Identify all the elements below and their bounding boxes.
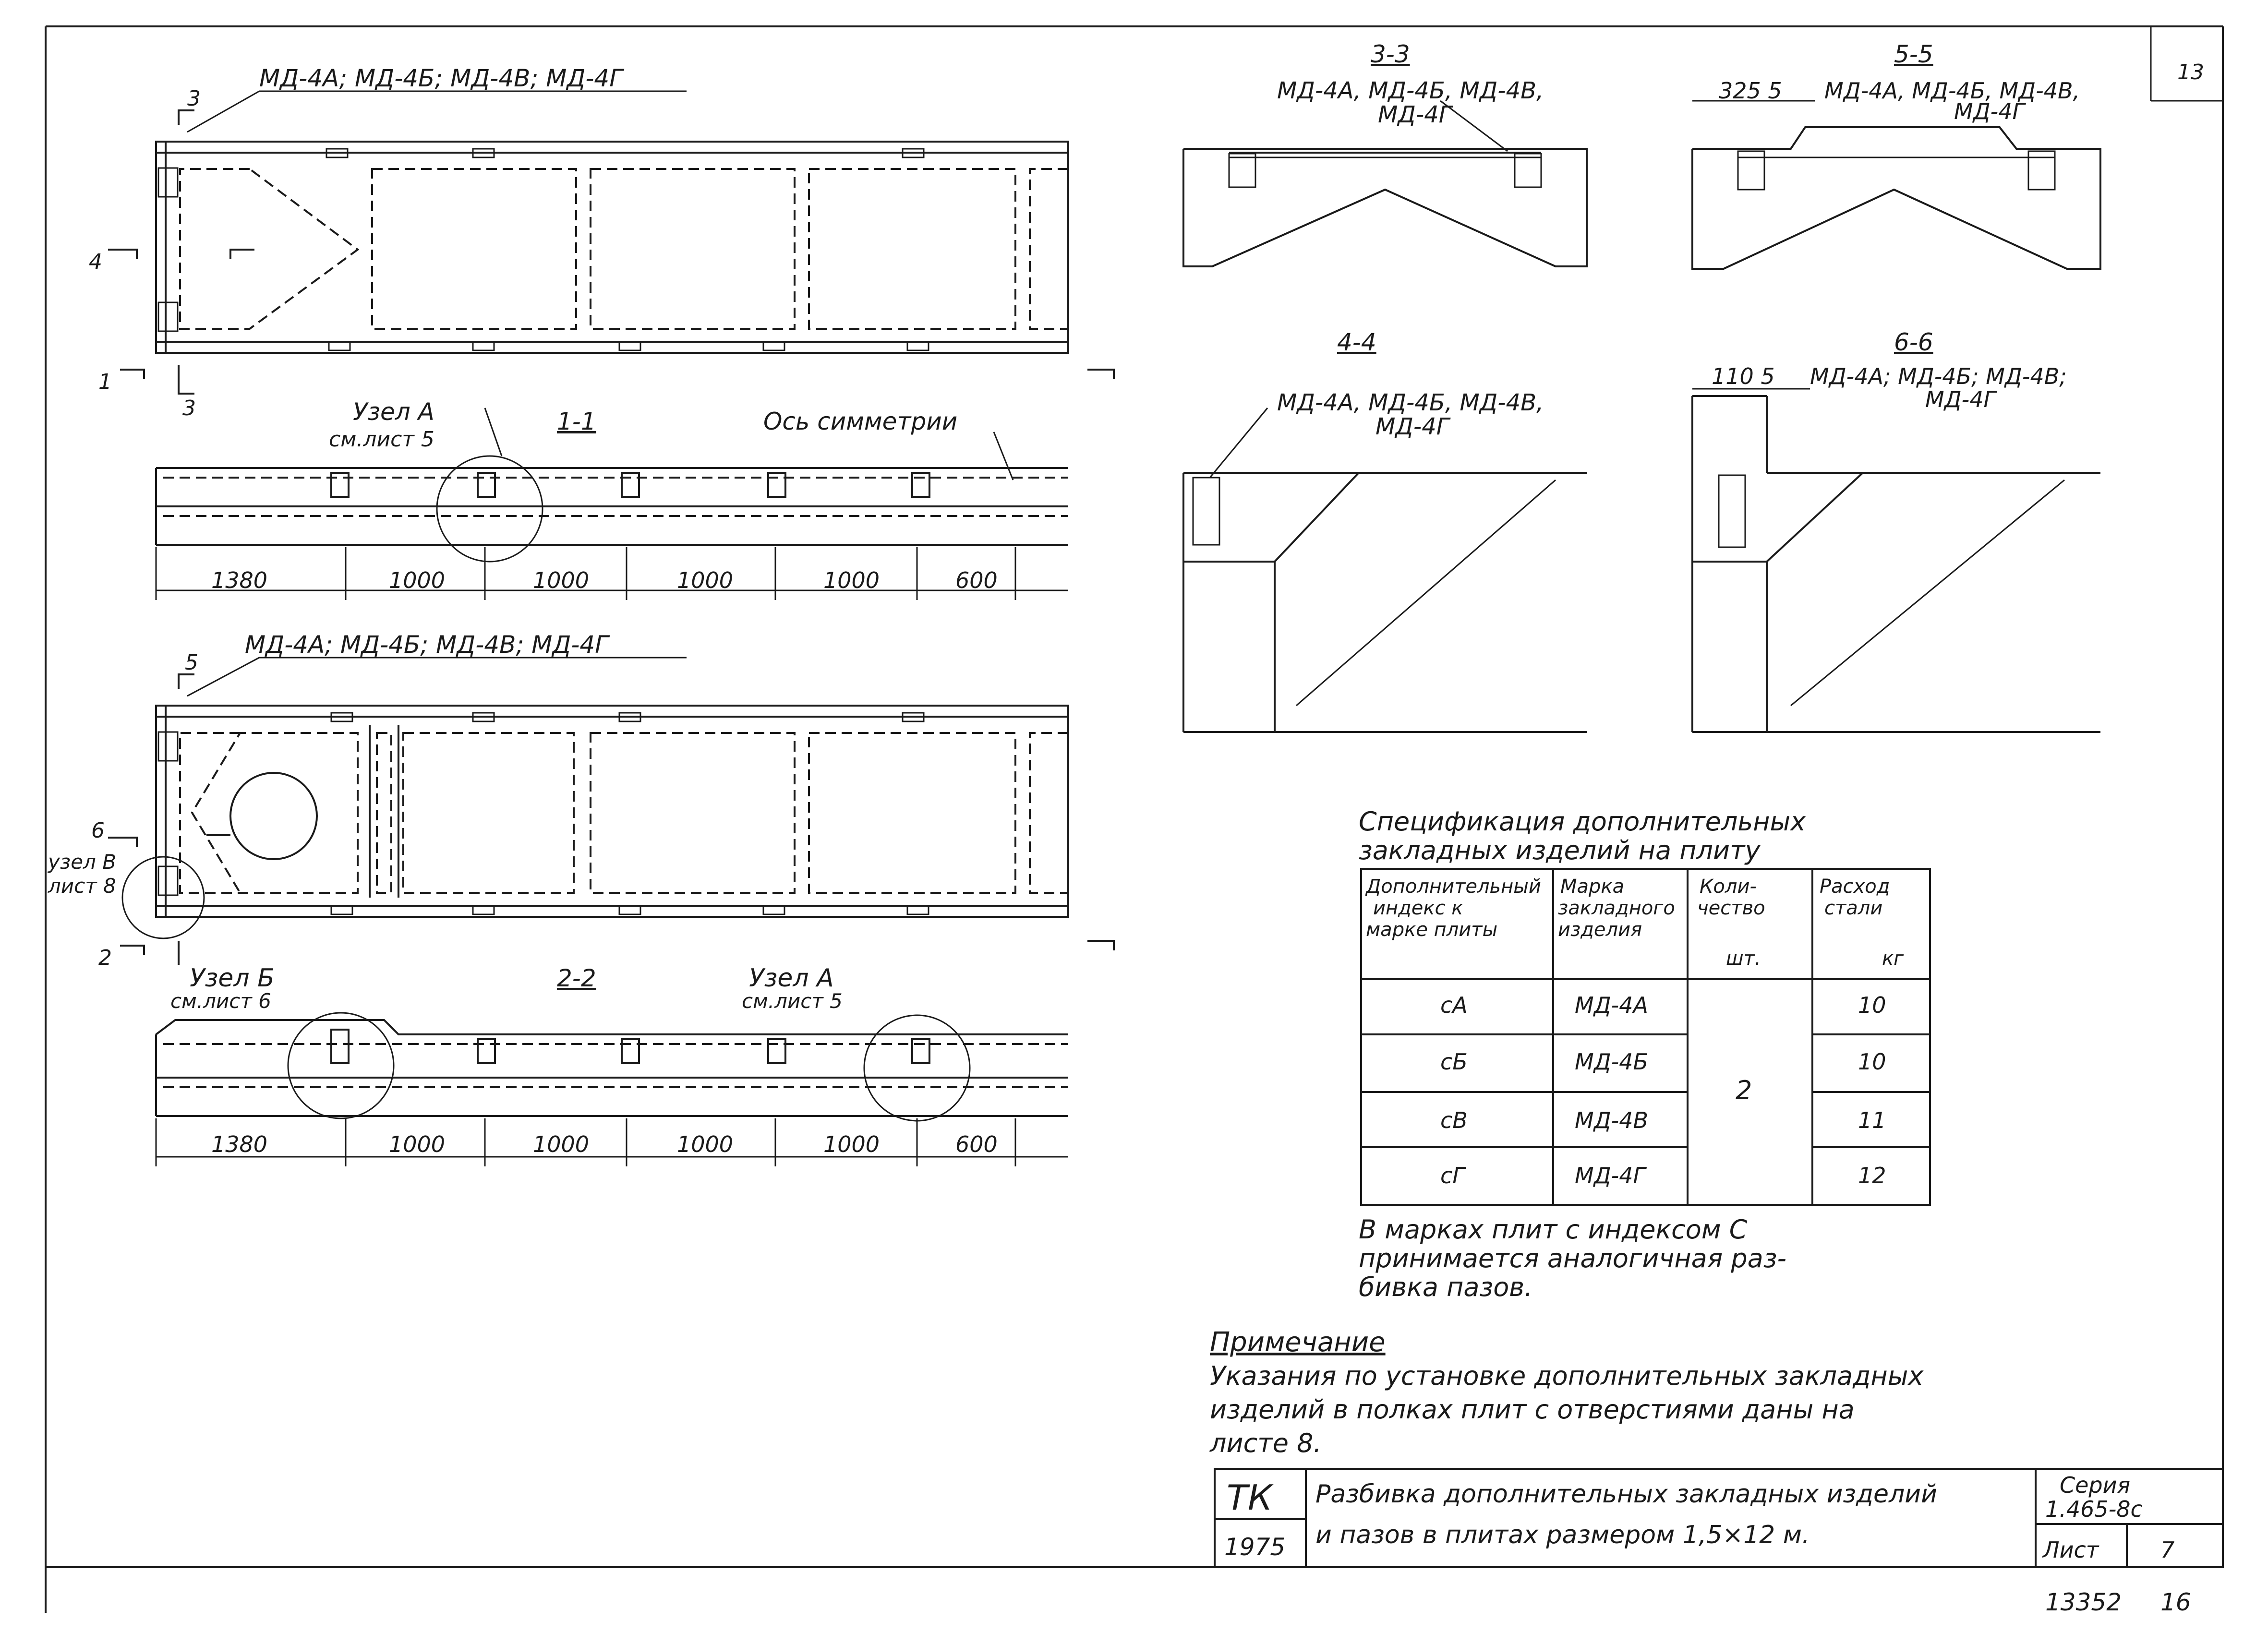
spec-h1-l2: изделия: [1558, 919, 1642, 941]
plan-1-callout: МД-4А; МД-4Б; МД-4В; МД-4Г: [259, 64, 623, 92]
spec-row-1-mark: МД-4Б: [1575, 1049, 1649, 1075]
remark-line-3: листе 8.: [1210, 1428, 1322, 1458]
dim-2-2-0: 1380: [211, 1131, 268, 1157]
spec-title-line-2: закладных изделий на плиту: [1359, 835, 1761, 865]
plan-2-node-left-b: лист 8: [48, 874, 116, 898]
spec-h0-l1: индекс к: [1373, 897, 1463, 919]
remark-heading: Примечание: [1210, 1327, 1386, 1358]
title-block-sheet-value: 7: [2160, 1537, 2175, 1563]
footer-code: 13352: [2045, 1588, 2122, 1616]
spec-row-1-index: сБ: [1440, 1049, 1468, 1075]
section-5-5-title: 5-5: [1894, 40, 1933, 68]
spec-note-line-1: В марках плит с индексом С: [1359, 1214, 1748, 1245]
section-2-2-node-b-label: Узел Б: [190, 964, 275, 993]
section-4-4-callout-a: МД-4А, МД-4Б, МД-4В,: [1277, 389, 1544, 416]
plan-2-mark-2: 2: [98, 946, 112, 970]
spec-header: [1365, 876, 1904, 970]
dim-1-1-5: 600: [955, 567, 998, 593]
title-block-org: ТК: [1227, 1477, 1273, 1518]
dim-1-1-0: 1380: [211, 567, 268, 593]
spec-h2-l0: Коли-: [1700, 876, 1757, 898]
section-1-1-node-ref: см.лист 5: [329, 427, 434, 452]
plan-1-mark-1: 1: [98, 370, 112, 394]
section-2-2: [156, 1013, 1068, 1166]
plan-2-node-left-a: узел В: [48, 850, 117, 874]
spec-h1-l1: закладного: [1558, 897, 1675, 919]
spec-row-0-index: сА: [1440, 992, 1468, 1018]
plan-1: [108, 91, 1114, 394]
dim-1-1-1: 1000: [389, 567, 446, 593]
footer-page: 16: [2160, 1588, 2191, 1616]
sheet-number-top: 13: [2177, 60, 2204, 84]
plan-1-mark-3: 3: [187, 86, 201, 111]
section-3-3-title: 3-3: [1371, 40, 1410, 68]
section-2-2-node-b-ref: см.лист 6: [170, 989, 271, 1013]
plan-1-mark-3b: 3: [182, 396, 196, 420]
title-block-title-line-1: Разбивка дополнительных закладных изделий: [1315, 1480, 1937, 1509]
plan-2: [108, 658, 1114, 965]
section-1-1-axis-label: Ось симметрии: [763, 408, 958, 435]
section-3-3-callout-b: МД-4Г: [1378, 101, 1452, 128]
spec-row-1-steel: 10: [1858, 1049, 1886, 1075]
section-5-5-dim: 325 5: [1719, 78, 1782, 104]
section-1-1: [156, 408, 1068, 600]
section-2-2-node-a-label: Узел А: [749, 964, 834, 993]
section-1-1-node-label: Узел А: [353, 398, 434, 426]
spec-h3-l1: стали: [1824, 897, 1883, 919]
section-1-1-title: 1-1: [557, 408, 596, 435]
spec-qty: 2: [1736, 1075, 1752, 1105]
spec-h0-l2: марке плиты: [1366, 919, 1498, 941]
section-5-5: [1692, 101, 2100, 269]
section-2-2-node-a-ref: см.лист 5: [742, 989, 843, 1013]
spec-h2-l1: чество: [1697, 897, 1765, 919]
title-block-series-label: Серия: [2060, 1472, 2131, 1498]
section-5-5-callout-b: МД-4Г: [1954, 98, 2025, 124]
spec-note-line-3: бивка пазов.: [1359, 1272, 1533, 1302]
section-4-4: [1183, 408, 1587, 732]
spec-row-2-index: сВ: [1440, 1107, 1468, 1133]
spec-row-3-mark: МД-4Г: [1575, 1163, 1646, 1188]
spec-note-line-2: принимается аналогичная раз-: [1359, 1243, 1786, 1273]
section-3-3-callout-a: МД-4А, МД-4Б, МД-4В,: [1277, 77, 1544, 104]
dim-2-2-4: 1000: [823, 1131, 880, 1157]
spec-h0-l0: Дополнительный: [1366, 876, 1541, 898]
dim-1-1-2: 1000: [533, 567, 590, 593]
plan-2-callout: МД-4А; МД-4Б; МД-4В; МД-4Г: [245, 631, 609, 659]
dim-2-2-3: 1000: [677, 1131, 734, 1157]
dim-1-1-3: 1000: [677, 567, 734, 593]
spec-row-3-steel: 12: [1858, 1163, 1886, 1188]
remark-line-2: изделий в полках плит с отверстиями даны на: [1210, 1394, 1855, 1425]
section-6-6-callout-b: МД-4Г: [1925, 386, 1996, 412]
plan-2-mark-5: 5: [185, 650, 198, 675]
dim-2-2-1: 1000: [389, 1131, 446, 1157]
title-block-title-line-2: и пазов в плитах размером 1,5×12 м.: [1315, 1521, 1810, 1549]
section-1-1-dimensions: [211, 567, 998, 593]
dim-2-2-2: 1000: [533, 1131, 590, 1157]
section-6-6-callout-a: МД-4А; МД-4Б; МД-4В;: [1810, 363, 2067, 389]
section-5-5-callout-a: МД-4А, МД-4Б, МД-4В,: [1824, 78, 2080, 104]
spec-h1-l0: Марка: [1560, 876, 1625, 898]
plan-2-mark-6: 6: [91, 818, 105, 843]
spec-title-line-1: Спецификация дополнительных: [1359, 806, 1806, 837]
spec-row-0-steel: 10: [1858, 992, 1886, 1018]
title-block-series-value: 1.465-8с: [2045, 1496, 2143, 1522]
spec-h3-l0: Расход: [1820, 876, 1890, 898]
section-2-2-title: 2-2: [557, 964, 596, 992]
spec-h2-l2: шт.: [1726, 948, 1761, 970]
section-6-6: [1692, 389, 2100, 732]
section-4-4-callout-b: МД-4Г: [1375, 413, 1449, 440]
section-6-6-dim: 110 5: [1712, 363, 1775, 389]
plan-1-mark-4: 4: [89, 250, 102, 274]
spec-row-3-index: сГ: [1440, 1163, 1465, 1188]
spec-rows: [1440, 992, 1886, 1188]
section-4-4-title: 4-4: [1337, 328, 1376, 356]
dim-2-2-5: 600: [955, 1131, 998, 1157]
title-block-year: 1975: [1224, 1533, 1286, 1561]
spec-h3-l2: кг: [1882, 948, 1904, 970]
section-6-6-title: 6-6: [1894, 328, 1933, 356]
spec-row-2-steel: 11: [1858, 1107, 1886, 1133]
title-block-sheet-label: Лист: [2043, 1537, 2099, 1563]
section-2-2-dimensions: [211, 1131, 998, 1157]
spec-row-2-mark: МД-4В: [1575, 1107, 1649, 1133]
dim-1-1-4: 1000: [823, 567, 880, 593]
remark-line-1: Указания по установке дополнительных закладных: [1210, 1361, 1924, 1391]
spec-row-0-mark: МД-4А: [1575, 992, 1648, 1018]
